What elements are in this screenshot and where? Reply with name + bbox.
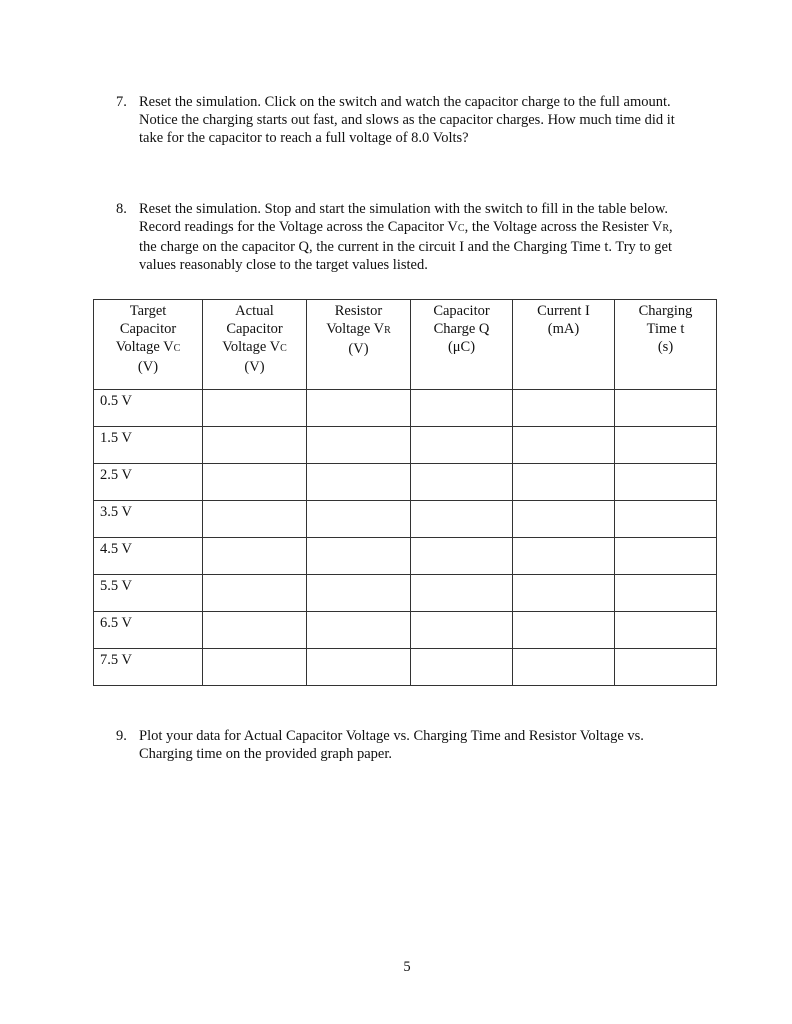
current-cell[interactable] <box>513 612 615 649</box>
question-line: the charge on the capacitor Q, the current in the circuit I and the Charging Time t. Try to get <box>139 239 673 255</box>
current-cell[interactable] <box>513 575 615 612</box>
header-actual-capacitor-voltage: Actual Capacitor Voltage VC (V) <box>203 300 307 390</box>
time-cell[interactable] <box>615 427 717 464</box>
question-text <box>139 200 731 274</box>
table-row <box>94 538 717 575</box>
time-cell[interactable] <box>615 649 717 686</box>
table-row <box>94 649 717 686</box>
question-line: Reset the simulation. Click on the switch and watch the capacitor charge to the full amount. <box>139 94 671 110</box>
table-row <box>94 390 717 427</box>
target-voltage-cell: 7.5 V <box>94 649 203 686</box>
header-target-capacitor-voltage: Target Capacitor Voltage VC (V) <box>94 300 203 390</box>
actual-voltage-cell[interactable] <box>203 501 307 538</box>
resistor-voltage-cell[interactable] <box>307 390 411 427</box>
current-cell[interactable] <box>513 501 615 538</box>
question-line: Charging time on the provided graph paper. <box>139 746 393 762</box>
current-cell[interactable] <box>513 427 615 464</box>
actual-voltage-cell[interactable] <box>203 390 307 427</box>
actual-voltage-cell[interactable] <box>203 538 307 575</box>
question-number: 8. <box>116 201 127 217</box>
time-cell[interactable] <box>615 501 717 538</box>
question-text <box>139 727 731 763</box>
question-text <box>139 93 731 147</box>
target-voltage-cell: 1.5 V <box>94 427 203 464</box>
question-number: 9. <box>116 728 127 744</box>
charge-cell[interactable] <box>411 575 513 612</box>
question-line: Reset the simulation. Stop and start the simulation with the switch to fill in the table below. <box>139 201 669 217</box>
page-number: 5 <box>403 959 411 975</box>
actual-voltage-cell[interactable] <box>203 464 307 501</box>
charge-cell[interactable] <box>411 501 513 538</box>
current-cell[interactable] <box>513 464 615 501</box>
charge-cell[interactable] <box>411 390 513 427</box>
table-row <box>94 427 717 464</box>
charge-cell[interactable] <box>411 464 513 501</box>
current-cell[interactable] <box>513 390 615 427</box>
actual-voltage-cell[interactable] <box>203 649 307 686</box>
actual-voltage-cell[interactable] <box>203 612 307 649</box>
question-line: Notice the charging starts out fast, and slows as the capacitor charges. How much time did it <box>139 112 675 128</box>
table-row <box>94 464 717 501</box>
current-cell[interactable] <box>513 538 615 575</box>
question-9 <box>116 727 731 763</box>
question-line: Plot your data for Actual Capacitor Voltage vs. Charging Time and Resistor Voltage vs. <box>139 728 644 744</box>
table-row <box>94 612 717 649</box>
time-cell[interactable] <box>615 612 717 649</box>
charge-cell[interactable] <box>411 538 513 575</box>
resistor-voltage-cell[interactable] <box>307 501 411 538</box>
question-line: Record readings for the Voltage across the Capacitor VC, the Voltage across the Resister VR, <box>139 219 673 235</box>
charge-cell[interactable] <box>411 427 513 464</box>
resistor-voltage-cell[interactable] <box>307 575 411 612</box>
header-charging-time: Charging Time t (s) <box>615 300 717 390</box>
header-current: Current I (mA) <box>513 300 615 390</box>
data-table <box>93 299 717 686</box>
target-voltage-cell: 2.5 V <box>94 464 203 501</box>
question-7 <box>116 93 731 147</box>
table-row <box>94 575 717 612</box>
resistor-voltage-cell[interactable] <box>307 649 411 686</box>
time-cell[interactable] <box>615 575 717 612</box>
table-header-row <box>94 300 717 390</box>
header-capacitor-charge: Capacitor Charge Q (μC) <box>411 300 513 390</box>
header-resistor-voltage: Resistor Voltage VR (V) <box>307 300 411 390</box>
target-voltage-cell: 0.5 V <box>94 390 203 427</box>
table-row <box>94 501 717 538</box>
actual-voltage-cell[interactable] <box>203 575 307 612</box>
actual-voltage-cell[interactable] <box>203 427 307 464</box>
target-voltage-cell: 6.5 V <box>94 612 203 649</box>
resistor-voltage-cell[interactable] <box>307 538 411 575</box>
resistor-voltage-cell[interactable] <box>307 464 411 501</box>
resistor-voltage-cell[interactable] <box>307 427 411 464</box>
question-line: values reasonably close to the target values listed. <box>139 257 428 273</box>
resistor-voltage-cell[interactable] <box>307 612 411 649</box>
time-cell[interactable] <box>615 538 717 575</box>
charge-cell[interactable] <box>411 612 513 649</box>
question-line: take for the capacitor to reach a full voltage of 8.0 Volts? <box>139 130 469 146</box>
target-voltage-cell: 3.5 V <box>94 501 203 538</box>
charge-cell[interactable] <box>411 649 513 686</box>
current-cell[interactable] <box>513 649 615 686</box>
time-cell[interactable] <box>615 464 717 501</box>
question-8 <box>116 200 731 274</box>
question-number: 7. <box>116 94 127 110</box>
target-voltage-cell: 5.5 V <box>94 575 203 612</box>
target-voltage-cell: 4.5 V <box>94 538 203 575</box>
time-cell[interactable] <box>615 390 717 427</box>
